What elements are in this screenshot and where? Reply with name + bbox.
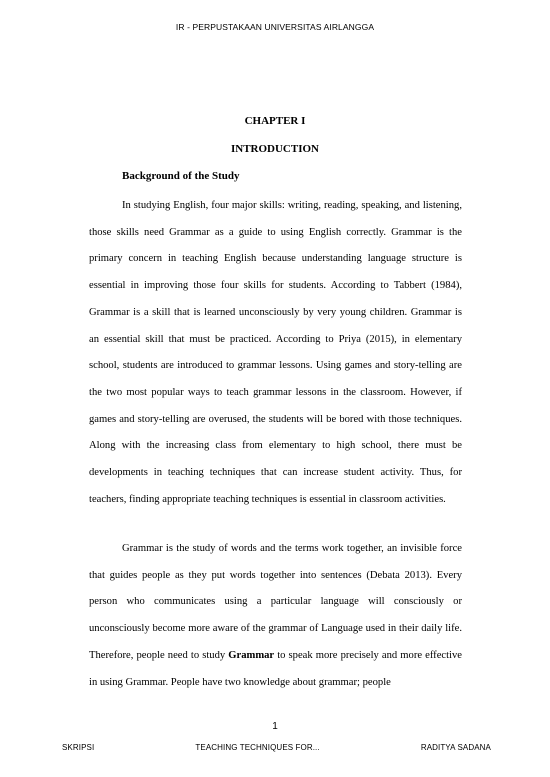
footer-right: RADITYA SADANA [420,743,491,752]
footer-left: SKRIPSI [62,743,95,752]
body-paragraph-2 [89,536,462,696]
paragraph-2-text-start: Grammar is the study of words and the terms work together, an invisible force that guides people as they put words together into sentences (Debata 2013). Every person who communicates using a particular language will consciously or unconsciously become more aware of the grammar of Language used in their daily life. Therefore, people need to study [89,543,462,661]
chapter-number: CHAPTER I [244,115,306,127]
page-number: 1 [272,721,278,732]
body-paragraph-1: In studying English, four major skills: writing, reading, speaking, and listening, those skills need Grammar as a guide to using English correctly. Grammar is the primary concern in teaching English because understanding language structure is essential in improving those four skills for students. According to Tabbert (1984), Grammar is a skill that is learned unconsciously by very young children. Grammar is an essential skill that must be practiced. According to Priya (2015), in elementary school, students are introduced to grammar lessons. Using games and story-telling are the two most popular ways to teach grammar lessons in the classroom. However, if games and story-telling are overused, the students will be bored with those techniques. Along with the increasing class from elementary to high school, there must be developments in teaching techniques that can increase student activity. Thus, for teachers, finding appropriate teaching techniques is essential in classroom activities. [89,200,462,505]
paragraph-2-text-end: to speak more precisely and more effective in using Grammar. People have two knowledge about grammar; people [89,649,462,688]
section-heading: Background of the Study [122,170,240,182]
repository-header: IR - PERPUSTAKAAN UNIVERSITAS AIRLANGGA [175,22,375,32]
chapter-title: INTRODUCTION [230,143,319,155]
page-footer [62,743,491,752]
paragraph-2-bold-term: Grammar [228,649,275,661]
footer-center: TEACHING TECHNIQUES FOR... [195,743,320,752]
